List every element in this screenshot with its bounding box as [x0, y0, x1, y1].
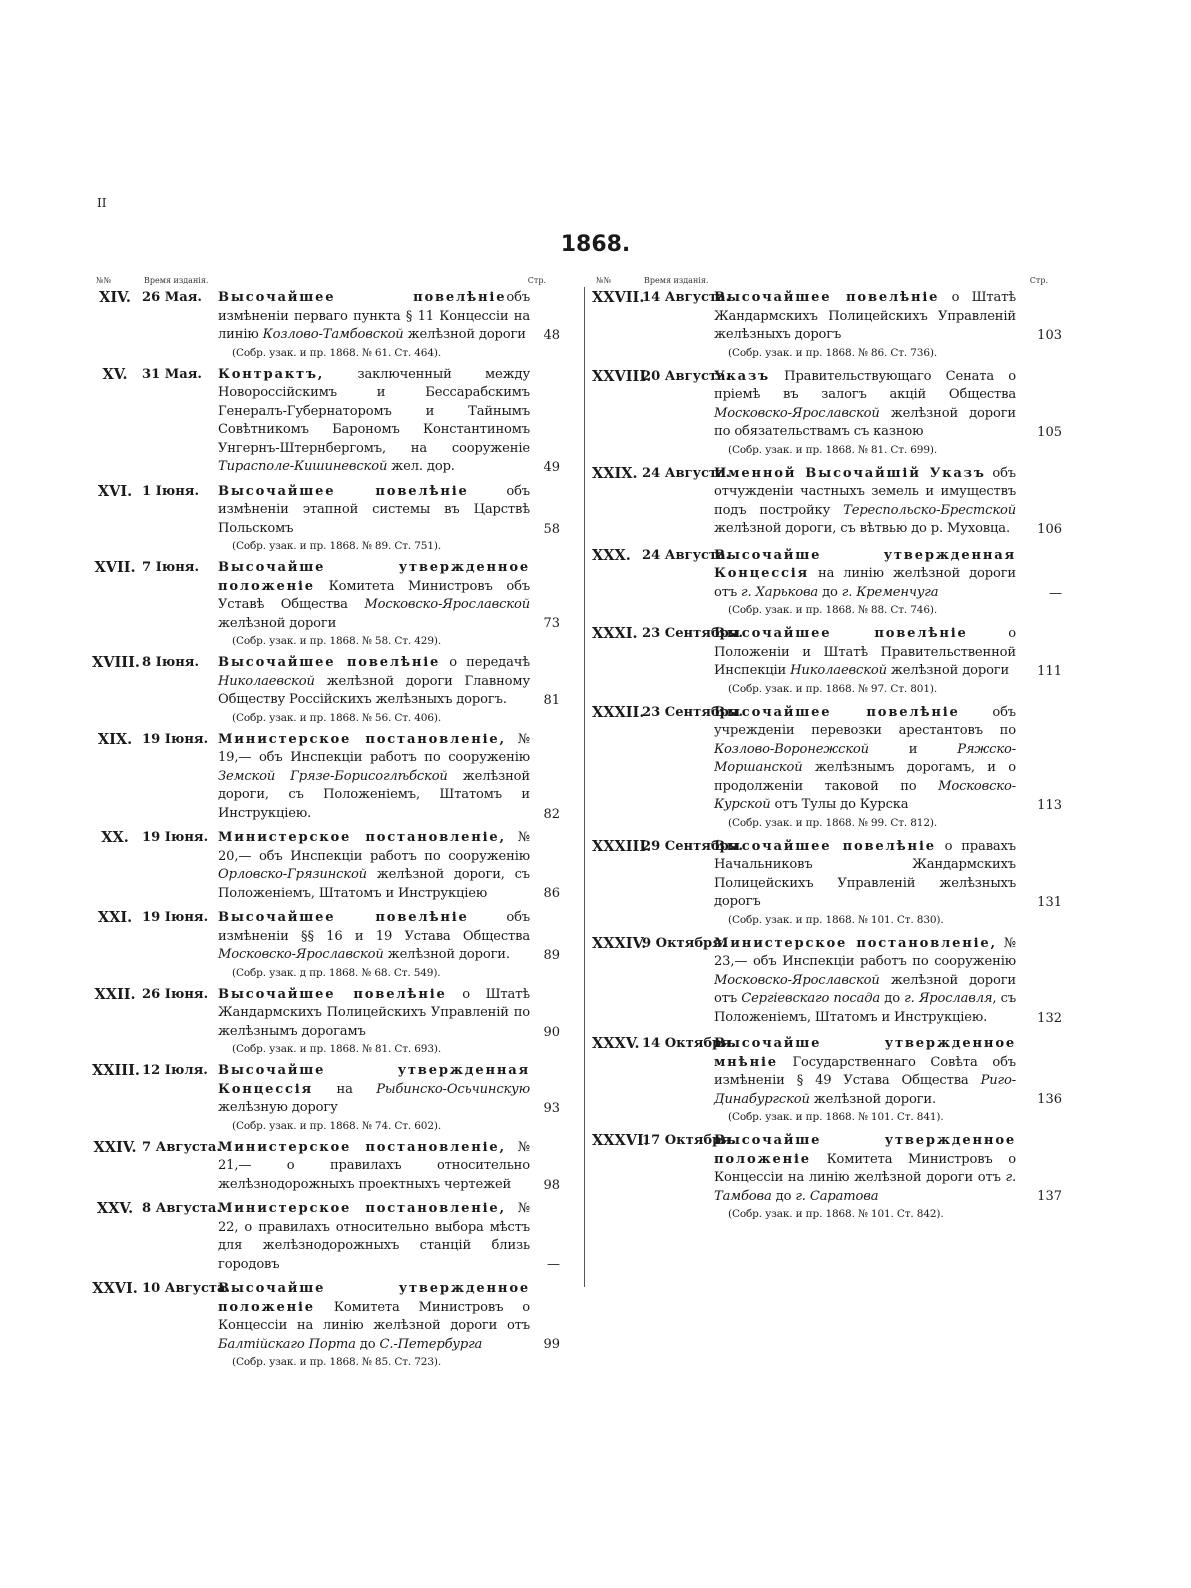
- source-reference: (Собр. узак. и пр. 1868. № 58. Ст. 429).: [232, 635, 442, 647]
- entry-date: 7 Августа.: [142, 1139, 221, 1155]
- railway-name: Тереспольско-Брестской: [843, 502, 1016, 518]
- text-fragment: объ отчужденіи частныхъ земель и имуществъ подъ постройку: [714, 465, 1016, 518]
- page-number: —: [547, 1257, 560, 1272]
- column-header: [592, 276, 1062, 289]
- entry-text: [218, 1139, 530, 1195]
- entry-title: Высочайше утвержденное положеніе: [218, 1281, 530, 1315]
- index-entry: [592, 625, 1062, 696]
- page-number: 48: [543, 328, 560, 343]
- source-reference: (Собр. узак. и пр. 1868. № 89. Ст. 751).: [232, 540, 442, 552]
- railway-name: Московско-Ярославской: [218, 947, 384, 962]
- index-entry: [92, 366, 560, 477]
- entry-title: Высочайшее повелѣніе: [218, 655, 441, 670]
- source-reference: (Собр. узак. и пр. 1868. № 101. Ст. 842).: [728, 1208, 944, 1220]
- text-fragment: Комитета Министровъ объ Уставѣ Общества: [218, 578, 530, 612]
- text-fragment: жел. дор.: [387, 459, 455, 474]
- entry-title: Высочайшее повелѣніе: [218, 290, 507, 305]
- page-number: 132: [1037, 1010, 1062, 1026]
- date-label: Время изданія.: [644, 276, 709, 285]
- index-entry: [592, 289, 1062, 360]
- entry-date: 8 Августа.: [142, 1201, 221, 1216]
- text-fragment: желѣзной дороги, съ Положеніемъ, Штатомъ и Инструкціею: [218, 867, 530, 901]
- text-fragment: № 21,— о правилахъ относительно желѣзнодорожныхъ проектныхъ чертежей: [218, 1139, 530, 1192]
- railway-name: г. Харькова: [741, 584, 819, 600]
- index-entry: [92, 654, 560, 725]
- entry-date: 17 Октября.: [642, 1133, 736, 1148]
- page-number: 103: [1037, 328, 1062, 343]
- page-number: 90: [543, 1024, 560, 1040]
- index-entry: [92, 986, 560, 1057]
- text-fragment: желѣзную дорогу: [218, 1100, 338, 1115]
- railway-name: Николаевской: [218, 673, 315, 689]
- index-entry: [592, 704, 1062, 830]
- page-label: Стр.: [1029, 276, 1048, 285]
- text-fragment: отъ Тулы до Курска: [770, 797, 909, 812]
- text-fragment: до: [880, 991, 905, 1006]
- railway-name: Балтійскаго Порта: [218, 1336, 356, 1352]
- railway-name: Рыбинско-Осьчинскую: [376, 1081, 530, 1097]
- text-fragment: желѣзнымъ дорогамъ, и о продолженіи таковой по: [714, 760, 1016, 794]
- entry-title: Именной Высочайшій Указъ: [714, 465, 986, 481]
- text-fragment: Государственнаго Совѣта объ измѣненіи § 49 Устава Общества: [714, 1054, 1016, 1088]
- page-number: 86: [543, 886, 560, 901]
- entry-title: Высочайше утвержденное положеніе: [714, 1133, 1016, 1167]
- entry-text: [714, 935, 1016, 1028]
- entry-title: Министерское постановленіе,: [714, 935, 997, 951]
- page-number: 93: [543, 1101, 560, 1116]
- text-fragment: на линію желѣзной дороги отъ: [714, 566, 1016, 600]
- page-label: Стр.: [527, 276, 546, 285]
- page-number: 89: [543, 948, 560, 963]
- text-fragment: Комитета Министровъ о Концессіи на линію желѣзной дороги отъ: [714, 1151, 1016, 1185]
- entry-text: [714, 1035, 1016, 1124]
- entry-number: XV.: [102, 365, 128, 383]
- entry-title: Высочайше утвержденная Концессія: [218, 1063, 530, 1097]
- text-fragment: № 22, о правилахъ относительно выбора мѣстъ для желѣзнодорожныхъ станцій близь городовъ: [218, 1201, 530, 1272]
- text-fragment: желѣзной дороги, съ Положеніемъ, Штатомъ и Инструкціею.: [218, 768, 530, 821]
- entry-text: [714, 289, 1016, 360]
- source-reference: (Собр. узак. и пр. 1868. № 81. Ст. 699).: [728, 443, 938, 456]
- index-entry: [592, 465, 1062, 539]
- entry-number: XXVIII.: [592, 367, 652, 385]
- page-number: —: [1049, 585, 1062, 601]
- entry-text: [218, 483, 530, 554]
- text-fragment: объ измѣненіи §§ 16 и 19 Устава Общества: [218, 910, 530, 944]
- entry-text: [714, 625, 1016, 696]
- page-number: 98: [543, 1177, 560, 1193]
- text-fragment: № 20,— объ Инспекціи работъ по сооруженію: [218, 830, 530, 864]
- text-fragment: о Штатѣ Жандармскихъ Полицейскихъ Управленій по желѣзнымъ дорогамъ: [218, 986, 531, 1039]
- entry-date: 26 Іюня.: [142, 986, 209, 1002]
- entry-date: 23 Сентября.: [642, 626, 744, 641]
- entry-number: XXVI.: [92, 1280, 138, 1297]
- entry-title: Контрактъ,: [218, 366, 325, 382]
- railway-name: Николаевской: [790, 663, 887, 678]
- entry-text: [218, 986, 530, 1057]
- text-fragment: желѣзной дороги: [218, 615, 337, 631]
- railway-name: г. Саратова: [795, 1188, 879, 1204]
- entry-text: [218, 829, 530, 903]
- railway-name: Московско-Курской: [714, 778, 1016, 812]
- entry-number: XIX.: [97, 730, 133, 748]
- railway-name: Сергіевскаго посада: [741, 991, 881, 1006]
- source-reference: (Собр. узак. и пр. 1868. № 86. Ст. 736).: [728, 346, 938, 359]
- entry-title: Высочайшее повелѣніе: [714, 838, 936, 854]
- entry-number: XXX.: [592, 546, 631, 564]
- entry-date: 19 Іюня.: [142, 731, 209, 747]
- text-fragment: желѣзной дороги по обязательствамъ съ казною: [714, 405, 1016, 439]
- index-entry: [592, 1132, 1062, 1221]
- entry-text: [714, 1132, 1016, 1221]
- column-header: [92, 276, 560, 289]
- entry-number: XXXIII.: [592, 837, 652, 855]
- entry-number: XVII.: [94, 559, 136, 576]
- page-number: 99: [543, 1337, 560, 1352]
- text-fragment: , съ Положеніемъ, Штатомъ и Инструкціею.: [714, 991, 1017, 1025]
- source-reference: (Собр. узак. и пр. 1868. № 74. Ст. 602).: [232, 1119, 442, 1132]
- page-number: 81: [543, 693, 560, 708]
- railway-name: г. Тамбова: [714, 1170, 1016, 1204]
- entry-date: 19 Іюня.: [142, 830, 209, 845]
- entry-number: XXIV.: [93, 1138, 137, 1156]
- entry-date: 31 Мая.: [142, 366, 202, 382]
- page-title: 1868.: [560, 232, 631, 257]
- text-fragment: ъ измѣненіи перваго пункта § 11 Концессіи на линію: [218, 290, 530, 342]
- page-number: 137: [1037, 1189, 1062, 1204]
- entry-text: [714, 704, 1016, 830]
- text-fragment: на: [313, 1081, 377, 1097]
- railway-name: Земской Грязе-Борисоглѣбской: [218, 768, 448, 784]
- entry-title: Высочайшее повелѣніе: [714, 290, 940, 305]
- source-reference: (Собр. узак. и пр. 1868. № 99. Ст. 812).: [728, 816, 938, 829]
- entry-date: 23 Сентября.: [642, 704, 744, 720]
- text-fragment: о правахъ Начальниковъ Жандармскихъ Полицейскихъ Управленій желѣзныхъ дорогъ: [714, 838, 1016, 909]
- source-reference: (Собр. узак. д пр. 1868. № 68. Ст. 549).: [232, 966, 441, 979]
- entry-text: [714, 838, 1016, 927]
- column-divider: [584, 287, 585, 1287]
- right-column: [592, 276, 1062, 1229]
- index-entry: [92, 483, 560, 554]
- entry-title: Указъ: [714, 368, 770, 384]
- page-number: 105: [1037, 424, 1062, 440]
- entry-date: 29 Сентября.: [642, 838, 744, 854]
- entry-title: Высочайше утвержденное положеніе: [218, 560, 530, 594]
- text-fragment: о Положеніи и Штатѣ Правительственной Инспекціи: [714, 626, 1017, 678]
- source-reference: (Собр. узак. и пр. 1868. № 97. Ст. 801).: [728, 682, 938, 695]
- entry-number: XVI.: [97, 482, 133, 500]
- entry-text: [218, 289, 530, 360]
- railway-name: Московско-Ярославской: [714, 405, 880, 421]
- railway-name: Московско-Ярославской: [364, 597, 530, 612]
- entry-number: XVIII.: [92, 654, 140, 671]
- page-number: 106: [1037, 521, 1062, 537]
- entry-text: [218, 909, 530, 980]
- text-fragment: желѣзной дороги отъ: [714, 972, 1016, 1006]
- source-reference: (Собр. узак. и пр. 1868. № 88. Ст. 746).: [728, 604, 938, 616]
- entry-text: [714, 547, 1016, 618]
- entry-text: [218, 366, 530, 477]
- entry-title: Высочайшее повелѣніе: [218, 483, 469, 499]
- index-entry: [92, 559, 560, 648]
- left-column: [92, 276, 560, 1375]
- entry-date: 20 Августа.: [642, 368, 731, 384]
- entry-date: 8 Іюня.: [142, 655, 200, 670]
- entry-number: XXXIV.: [592, 934, 647, 952]
- index-entry: [592, 1035, 1062, 1124]
- page-number: 131: [1037, 894, 1062, 910]
- entry-text: [218, 559, 530, 648]
- index-entry: [92, 731, 560, 824]
- page-number: 136: [1037, 1092, 1062, 1107]
- source-reference: (Собр. узак. и пр. 1868. № 56. Ст. 406).: [232, 711, 442, 724]
- entry-title: Высочайшее повелѣніе: [714, 704, 960, 720]
- index-entry: [592, 935, 1062, 1028]
- text-fragment: до: [771, 1188, 796, 1204]
- entry-text: [714, 368, 1016, 457]
- entry-title: Высочайшее повелѣніе: [218, 910, 469, 925]
- entry-date: 14 Августа.: [642, 290, 731, 305]
- text-fragment: № 23,— объ Инспекціи работъ по сооруженію: [714, 935, 1016, 969]
- entry-date: 7 Іюня.: [142, 560, 200, 575]
- entry-text: [714, 465, 1016, 539]
- entry-date: 9 Октября.: [642, 935, 727, 951]
- index-entry: [92, 909, 560, 980]
- text-fragment: желѣзной дороги.: [383, 947, 510, 962]
- index-entry: [92, 829, 560, 903]
- text-fragment: желѣзной дороги, съ вѣтвью до р. Муховца.: [714, 521, 1010, 536]
- index-entry: [92, 1200, 560, 1274]
- railway-name: Орловско-Грязинской: [218, 867, 367, 882]
- entry-date: 14 Октября.: [642, 1036, 736, 1051]
- text-fragment: объ измѣненіи этапной системы въ Царствѣ Польскомъ: [218, 483, 530, 536]
- text-fragment: до: [818, 584, 842, 600]
- index-entry: [92, 289, 560, 360]
- index-entry: [592, 368, 1062, 457]
- page-number: 82: [543, 806, 560, 822]
- entry-date: 1 Іюня.: [142, 483, 200, 499]
- entry-number: XIV.: [99, 289, 131, 306]
- entry-title: Высочайше утвержденная Концессія: [714, 547, 1016, 581]
- text-fragment: о Штатѣ Жандармскихъ Полицейскихъ Управленій желѣзныхъ дорогъ: [714, 290, 1017, 342]
- entry-text: [218, 1280, 530, 1369]
- text-fragment: желѣзной дороги.: [809, 1091, 936, 1107]
- page-marker: II: [97, 196, 107, 210]
- index-entry: [592, 838, 1062, 927]
- entry-date: 26 Мая.: [142, 290, 202, 305]
- entry-list: [92, 289, 560, 1369]
- entry-number: XXXI.: [592, 625, 638, 642]
- text-fragment: о передачѣ: [440, 655, 530, 670]
- source-reference: (Собр. узак. и пр. 1868. № 81. Ст. 693).: [232, 1043, 442, 1055]
- source-reference: (Собр. узак. и пр. 1868. № 61. Ст. 464).: [232, 346, 442, 359]
- index-entry: [92, 1280, 560, 1369]
- railway-name: Московско-Ярославской: [714, 972, 880, 988]
- entry-title: Министерское постановленіе,: [218, 731, 506, 747]
- entry-title: Министерское постановленіе,: [218, 1139, 506, 1155]
- entry-text: [218, 1062, 530, 1133]
- source-reference: (Собр. узак. и пр. 1868. № 101. Ст. 830).: [728, 913, 944, 926]
- entry-date: 19 Іюня.: [142, 910, 209, 925]
- text-fragment: объ учрежденіи перевозки арестантовъ по: [714, 704, 1016, 738]
- text-fragment: желѣзной дороги: [886, 663, 1010, 678]
- text-fragment: Комитета Министровъ о Концессіи на линію желѣзной дороги отъ: [218, 1299, 530, 1333]
- entry-number: XXI.: [97, 909, 133, 926]
- page-number: 113: [1037, 797, 1062, 813]
- entry-title: Высочайшее повелѣніе: [714, 626, 968, 641]
- railway-name: Козлово-Воронежской: [714, 741, 869, 757]
- entry-list: [592, 289, 1062, 1221]
- railway-name: Козлово-Тамбовской: [262, 327, 404, 342]
- entry-text: [218, 1200, 530, 1274]
- text-fragment: № 19,— объ Инспекціи работъ по сооруженію: [218, 731, 530, 765]
- railway-name: Ряжско-Моршанской: [714, 741, 1016, 775]
- entry-title: Министерское постановленіе,: [218, 830, 506, 845]
- entry-number: XXXII.: [592, 703, 645, 721]
- date-label: Время изданія.: [144, 276, 209, 285]
- entry-number: XXIII.: [92, 1062, 140, 1079]
- railway-name: г. Кременчуга: [841, 584, 939, 600]
- text-fragment: заключенный между Новороссійскимъ и Бессарабскимъ Генералъ-Губернаторомъ и Тайнымъ Совѣтникомъ Барономъ Константиномъ Унгернъ-Штернбергомъ, на сооруженіе: [218, 366, 530, 456]
- entry-number: XXII.: [94, 985, 136, 1003]
- source-reference: (Собр. узак. и пр. 1868. № 101. Ст. 841).: [728, 1111, 944, 1123]
- page-number: 111: [1037, 664, 1062, 679]
- entry-title: Высочайшее повелѣніе: [218, 986, 447, 1002]
- entry-date: 12 Іюля.: [142, 1063, 208, 1078]
- entry-text: [218, 731, 530, 824]
- entry-number: XXVII.: [592, 289, 645, 306]
- text-fragment: до: [355, 1336, 380, 1352]
- entry-text: [218, 654, 530, 725]
- text-fragment: желѣзной дороги: [403, 327, 526, 342]
- railway-name: С.-Петербурга: [379, 1336, 483, 1352]
- page-number: 58: [543, 521, 560, 537]
- page-number: 73: [543, 616, 560, 631]
- text-fragment: Правительствующаго Сената о пріемѣ въ залогъ акцій Общества: [714, 368, 1016, 402]
- entry-date: 24 Августа.: [642, 547, 731, 563]
- entry-title: Министерское постановленіе,: [218, 1201, 506, 1216]
- entry-number: XX.: [101, 829, 129, 846]
- index-entry: [92, 1062, 560, 1133]
- index-entry: [92, 1139, 560, 1195]
- railway-name: Тирасполе-Кишиневской: [218, 459, 388, 474]
- text-fragment: и: [868, 741, 958, 757]
- entry-date: 10 Августа.: [142, 1281, 231, 1296]
- source-reference: (Собр. узак. и пр. 1868. № 85. Ст. 723).: [232, 1356, 442, 1368]
- index-entry: [592, 547, 1062, 618]
- number-label: №№: [96, 276, 112, 285]
- text-fragment: желѣзной дороги Главному Обществу Россійскихъ желѣзныхъ дорогъ.: [218, 673, 530, 707]
- text-fragment: об: [506, 290, 522, 305]
- railway-name: Риго-Динабургской: [714, 1073, 1016, 1107]
- entry-date: 24 Августа.: [642, 465, 731, 481]
- entry-number: XXXV.: [592, 1035, 640, 1052]
- number-label: №№: [596, 276, 612, 285]
- page-number: 49: [543, 459, 560, 475]
- railway-name: г. Ярославля: [904, 991, 993, 1006]
- entry-number: XXXVI.: [592, 1132, 649, 1149]
- entry-number: XXIX.: [592, 464, 638, 482]
- entry-number: XXV.: [96, 1200, 134, 1217]
- entry-title: Высочайше утвержденное мнѣніе: [714, 1036, 1016, 1070]
